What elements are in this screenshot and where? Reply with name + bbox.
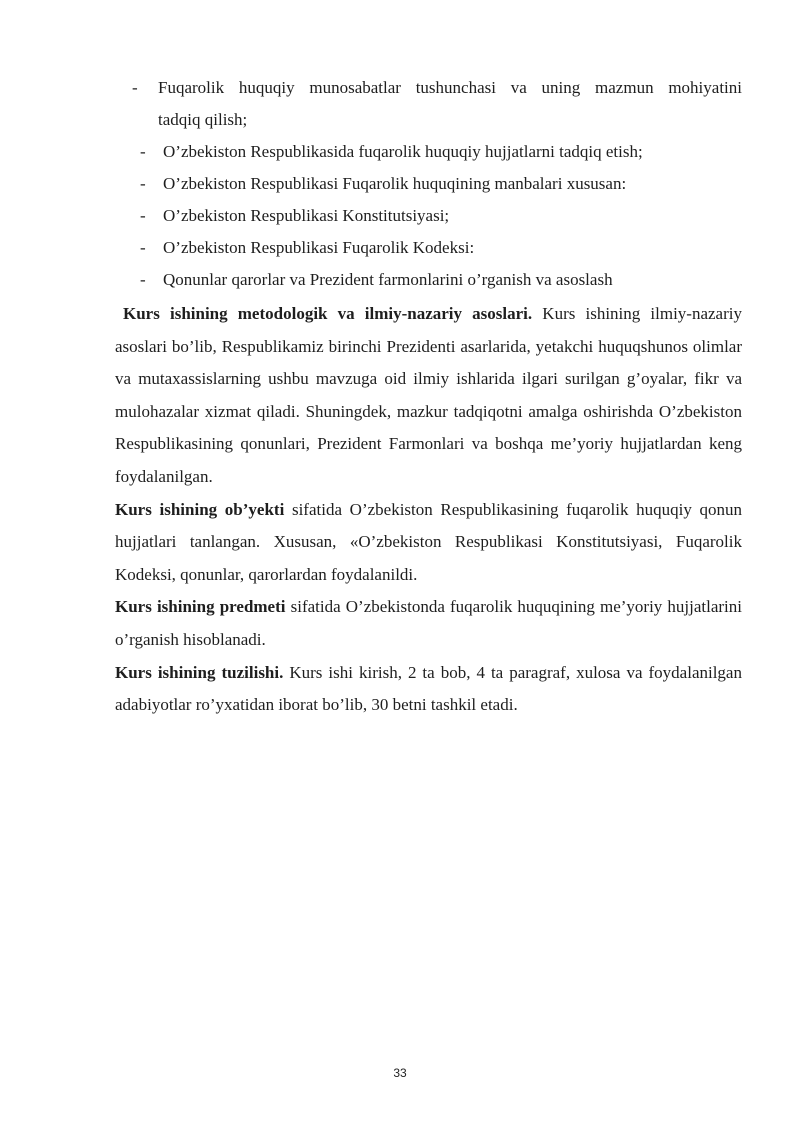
paragraph-subject bbox=[115, 591, 742, 656]
paragraph-structure bbox=[115, 657, 742, 722]
paragraph-object bbox=[115, 494, 742, 592]
list-item-text bbox=[158, 72, 742, 136]
paragraph-text: Kurs ishining ilmiy-nazariy asoslari bo’lib, Respublikamiz birinchi Prezidenti asarlarida, yetakchi huquqshunos olimlar va mutaxassislarning ushbu mavzuga oid ilmiy ishlarida ilgari surilgan g’oyalar, fikr va mulohazalar xizmat qiladi. Shuningdek, mazkur tadqiqotni amalga oshirishda O’zbekiston Respublikasining qonunlari, Prezident Farmonlari va boshqa me’yoriy hujjatlardan keng foydalanilgan. bbox=[115, 304, 742, 486]
bullet-list bbox=[0, 72, 800, 296]
list-item-line: Fuqarolik huquqiy munosabatlar tushunchasi va uning mazmun mohiyatini bbox=[158, 78, 742, 97]
body-paragraphs bbox=[115, 298, 742, 722]
list-item bbox=[0, 136, 800, 168]
list-dash: - bbox=[140, 174, 146, 193]
list-dash: - bbox=[140, 270, 146, 289]
list-dash: - bbox=[132, 78, 138, 97]
list-item bbox=[0, 264, 800, 296]
list-dash: - bbox=[140, 206, 146, 225]
list-item bbox=[0, 232, 800, 264]
list-item-text: Qonunlar qarorlar va Prezident farmonlarini o’rganish va asoslash bbox=[163, 270, 613, 289]
paragraph-methodology bbox=[115, 298, 742, 494]
page-number: 33 bbox=[393, 1066, 407, 1080]
list-item bbox=[0, 200, 800, 232]
list-item-text: O’zbekiston Respublikasi Konstitutsiyasi; bbox=[163, 206, 450, 225]
paragraph-text: Kurs ishi kirish, 2 ta bob, 4 ta paragraf, xulosa va foydalanilgan adabiyotlar ro’yxatidan iborat bo’lib, 30 betni tashkil etadi. bbox=[115, 662, 742, 715]
list-dash: - bbox=[140, 238, 146, 257]
list-item bbox=[0, 168, 800, 200]
list-item bbox=[0, 72, 800, 136]
list-item-text: O’zbekiston Respublikasi Fuqarolik Kodeksi: bbox=[163, 238, 475, 257]
list-item-text: O’zbekiston Respublikasi Fuqarolik huquqining manbalari xususan: bbox=[163, 174, 627, 193]
list-dash: - bbox=[140, 142, 146, 161]
paragraph-heading: Kurs ishining ob’yekti bbox=[115, 499, 285, 519]
list-item-text: O’zbekiston Respublikasida fuqarolik huquqiy hujjatlarni tadqiq etish; bbox=[163, 142, 643, 161]
paragraph-heading: Kurs ishining tuzilishi. bbox=[115, 662, 284, 682]
paragraph-heading: Kurs ishining metodologik va ilmiy-nazariy asoslari. bbox=[123, 304, 533, 323]
paragraph-text: sifatida O’zbekiston Respublikasining fuqarolik huquqiy qonun hujjatlari tanlangan. Xususan, «O’zbekiston Respublikasi Konstitutsiyasi, Fuqarolik Kodeksi, qonunlar, qarorlardan foydalanildi. bbox=[115, 499, 742, 584]
paragraph-heading: Kurs ishining predmeti bbox=[115, 597, 286, 617]
list-item-line: tadqiq qilish; bbox=[158, 110, 248, 129]
paragraph-text: sifatida O’zbekistonda fuqarolik huquqining me’yoriy hujjatlarini o’rganish hisoblanadi. bbox=[115, 597, 742, 649]
